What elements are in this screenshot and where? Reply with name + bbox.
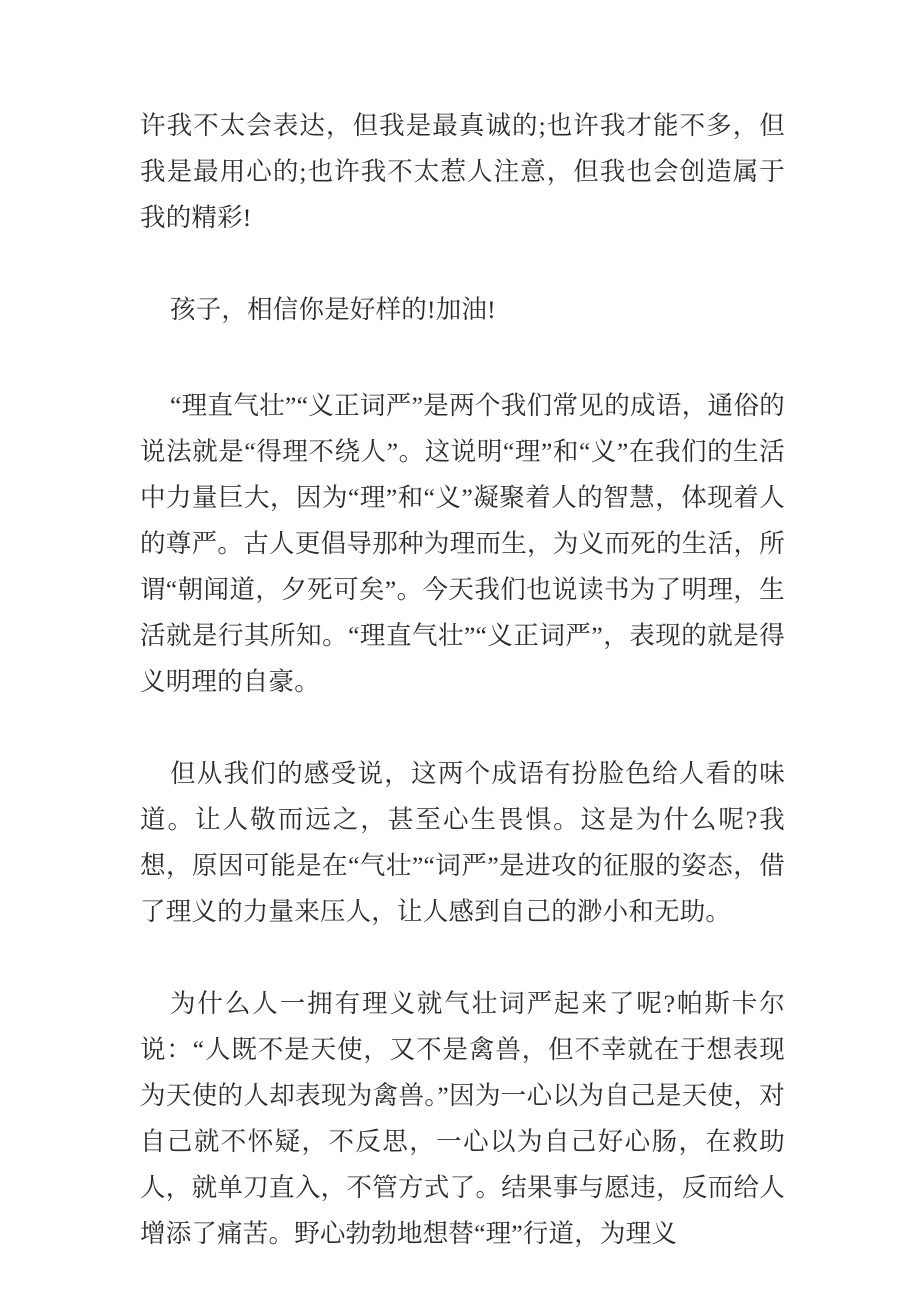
paragraph-3: “理直气壮”“义正词严”是两个我们常见的成语，通俗的说法就是“得理不绕人”。这说明“理”和“义”在我们的生活中力量巨大，因为“理”和“义”凝聚着人的智慧，体现着人的尊严。古人更倡导那种为理而生，为义而死的生活，所谓“朝闻道，夕死可矣”。今天我们也说读书为了明理，生活就是行其所知。“理直气壮”“义正词严”，表现的就是得义明理的自豪。 bbox=[140, 391, 785, 696]
paragraph-spacer bbox=[140, 241, 785, 287]
paragraph-5: 为什么人一拥有理义就气壮词严起来了呢?帕斯卡尔说：“人既不是天使，又不是禽兽，但不幸就在于想表现为天使的人却表现为禽兽。”因为一心以为自己是天使，对自己就不怀疑，不反思，一心以为自己好心肠，在救助人，就单刀直入，不管方式了。结果事与愿违，反而给人增添了痛苦。野心勃勃地想替“理”行道，为理义 bbox=[140, 989, 785, 1248]
paragraph-4: 但从我们的感受说，这两个成语有扮脸色给人看的味道。让人敬而远之，甚至心生畏惧。这是为什么呢?我想，原因可能是在“气壮”“词严”是进攻的征服的姿态，借了理义的力量来压人，让人感到自己的渺小和无助。 bbox=[140, 759, 785, 926]
paragraph-2: 孩子，相信你是好样的!加油! bbox=[170, 295, 496, 324]
paragraph-spacer bbox=[140, 333, 785, 383]
paragraph-spacer bbox=[140, 705, 785, 751]
paragraph-1: 许我不太会表达，但我是最真诚的;也许我才能不多，但我是最用心的;也许我不太惹人注意，但我也会创造属于我的精彩! bbox=[140, 111, 785, 232]
paragraph-spacer bbox=[140, 935, 785, 981]
document-text-body bbox=[140, 103, 785, 1257]
